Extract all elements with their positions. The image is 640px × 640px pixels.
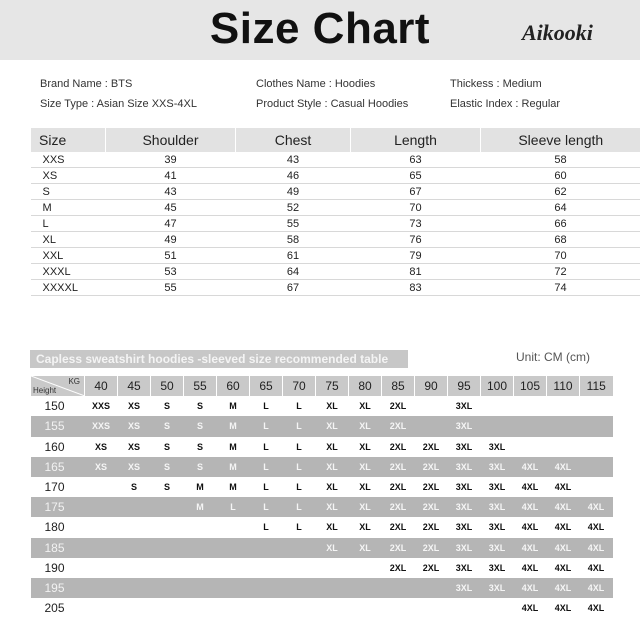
size-cell: 49 — [106, 232, 236, 248]
recommend-cell: 4XL — [587, 562, 605, 573]
size-cell: 60 — [481, 168, 640, 184]
recommend-cell: L — [283, 416, 316, 436]
kg-header-cell: 80 — [349, 376, 382, 396]
size-cell: XL — [31, 232, 106, 248]
height-cell: 190 — [44, 560, 65, 575]
kg-header-cell: 70 — [283, 376, 316, 396]
size-header-cell: Sleeve length — [481, 128, 640, 152]
size-cell: 58 — [236, 232, 351, 248]
recommend-row — [31, 416, 613, 436]
recommend-cell: 3XL — [481, 538, 514, 558]
recommend-cell — [316, 578, 349, 598]
height-cell: 195 — [31, 578, 85, 598]
recommend-cell — [349, 578, 382, 598]
recommend-cell — [448, 598, 481, 618]
size-cell: 61 — [236, 248, 351, 264]
recommend-cell: 4XL — [587, 522, 605, 533]
size-type: Size Type : Asian Size XXS-4XL — [40, 98, 197, 110]
recommend-cell: M — [229, 482, 237, 493]
recommend-cell: S — [196, 441, 203, 452]
recommend-cell: 4XL — [521, 603, 539, 614]
size-row — [31, 264, 640, 280]
recommend-cell: 3XL — [448, 416, 481, 436]
size-row — [31, 232, 640, 248]
kg-header-cell: 95 — [448, 376, 481, 396]
recommend-cell — [85, 517, 118, 537]
kg-header-cell: 105 — [514, 376, 547, 396]
recommend-cell: 2XL — [415, 497, 448, 517]
size-cell: 68 — [481, 232, 640, 248]
recommend-cell: 3XL — [448, 578, 481, 598]
recommend-cell: XL — [359, 401, 371, 412]
recommend-cell: XL — [359, 482, 371, 493]
recommend-cell — [250, 578, 283, 598]
recommend-cell: M — [196, 482, 204, 493]
kg-header-cell: 90 — [415, 376, 448, 396]
recommend-cell: S — [151, 416, 184, 436]
recommend-cell: L — [296, 441, 302, 452]
size-cell: XS — [31, 168, 106, 184]
size-cell: 73 — [351, 216, 481, 232]
recommend-cell — [118, 538, 151, 558]
size-cell: 47 — [106, 216, 236, 232]
recommend-cell: XS — [94, 441, 107, 452]
recommend-cell: L — [263, 401, 269, 412]
recommend-cell: 2XL — [382, 538, 415, 558]
recommend-cell — [151, 558, 184, 578]
recommend-cell: XL — [316, 497, 349, 517]
size-cell: 64 — [481, 200, 640, 216]
brand-logo: Aikooki — [522, 20, 593, 45]
recommend-cell: 4XL — [547, 457, 580, 477]
recommend-cell: 3XL — [488, 522, 506, 533]
recommend-cell — [151, 538, 184, 558]
size-row — [31, 216, 640, 232]
kg-header-cell: 60 — [217, 376, 250, 396]
recommend-cell: 3XL — [488, 562, 506, 573]
recommend-cell — [250, 558, 283, 578]
recommend-cell: L — [263, 482, 269, 493]
recommend-cell — [547, 437, 580, 457]
size-cell: 67 — [351, 184, 481, 200]
recommend-cell: XL — [349, 416, 382, 436]
recommend-cell — [118, 598, 151, 618]
recommend-cell: 3XL — [481, 457, 514, 477]
corner-height: Height — [33, 386, 57, 396]
size-cell: 53 — [106, 264, 236, 280]
kg-header-cell: 55 — [184, 376, 217, 396]
recommend-table — [30, 376, 613, 618]
height-cell: 175 — [31, 497, 85, 517]
size-cell: 66 — [481, 216, 640, 232]
recommend-cell: 4XL — [521, 522, 539, 533]
thickness: Thickess : Medium — [450, 78, 542, 90]
recommend-cell: 2XL — [382, 497, 415, 517]
recommend-cell: 3XL — [481, 497, 514, 517]
size-cell: 58 — [481, 152, 640, 168]
size-cell: 72 — [481, 264, 640, 280]
recommend-cell — [283, 578, 316, 598]
size-cell: 39 — [106, 152, 236, 168]
recommend-cell: L — [296, 482, 302, 493]
recommend-row — [31, 497, 613, 517]
recommend-cell: L — [283, 497, 316, 517]
size-cell: XXXXL — [31, 280, 106, 296]
recommend-cell — [547, 416, 580, 436]
recommend-cell: 4XL — [514, 578, 547, 598]
recommend-cell: 3XL — [455, 401, 473, 412]
kg-header-cell: 65 — [250, 376, 283, 396]
recommend-cell: XL — [326, 401, 338, 412]
recommend-cell: 3XL — [455, 522, 473, 533]
recommend-cell — [118, 558, 151, 578]
kg-header-cell: 45 — [118, 376, 151, 396]
recommend-cell: XS — [127, 441, 140, 452]
recommend-cell — [85, 538, 118, 558]
size-cell: XXS — [31, 152, 106, 168]
recommend-cell: L — [250, 416, 283, 436]
recommend-cell: 4XL — [521, 482, 539, 493]
recommend-row — [31, 598, 613, 618]
size-cell: 55 — [106, 280, 236, 296]
size-cell: 76 — [351, 232, 481, 248]
kg-header-cell: 115 — [580, 376, 613, 396]
height-cell: 155 — [31, 416, 85, 436]
corner-cell — [31, 376, 85, 396]
recommend-cell — [316, 598, 349, 618]
recommend-cell — [184, 598, 217, 618]
recommend-cell — [283, 598, 316, 618]
recommend-cell — [382, 578, 415, 598]
recommend-cell: 2XL — [422, 562, 440, 573]
recommend-cell — [184, 558, 217, 578]
recommend-cell: S — [196, 401, 203, 412]
recommend-cell: XL — [326, 441, 338, 452]
recommend-cell — [283, 558, 316, 578]
kg-header-cell: 75 — [316, 376, 349, 396]
recommend-cell: S — [130, 482, 137, 493]
product-style: Product Style : Casual Hoodies — [256, 98, 409, 110]
kg-header-row — [31, 376, 613, 396]
recommend-cell — [118, 578, 151, 598]
recommend-cell — [85, 598, 118, 618]
size-row — [31, 248, 640, 264]
recommend-cell — [184, 538, 217, 558]
recommend-cell: 3XL — [448, 457, 481, 477]
recommend-cell: XS — [118, 416, 151, 436]
recommend-cell: XL — [326, 482, 338, 493]
size-cell: 81 — [351, 264, 481, 280]
recommend-cell — [382, 598, 415, 618]
recommend-cell: XL — [316, 416, 349, 436]
recommend-cell: L — [296, 522, 302, 533]
height-cell: 185 — [31, 538, 85, 558]
recommend-cell: 3XL — [455, 562, 473, 573]
recommend-cell: 2XL — [389, 441, 407, 452]
recommend-cell — [514, 416, 547, 436]
recommend-cell: S — [163, 401, 170, 412]
recommend-cell: 4XL — [580, 578, 613, 598]
recommend-cell: M — [217, 416, 250, 436]
recommend-cell: 4XL — [514, 497, 547, 517]
size-row — [31, 168, 640, 184]
unit-label: Unit: CM (cm) — [516, 350, 590, 364]
recommend-cell: 3XL — [448, 538, 481, 558]
recommend-cell — [151, 517, 184, 537]
size-cell: 67 — [236, 280, 351, 296]
recommend-cell: L — [250, 497, 283, 517]
recommend-cell — [481, 598, 514, 618]
recommend-cell: M — [229, 441, 237, 452]
height-cell: 160 — [44, 439, 65, 454]
size-cell: 41 — [106, 168, 236, 184]
recommend-cell — [85, 497, 118, 517]
recommend-cell: S — [151, 457, 184, 477]
recommend-cell: L — [283, 457, 316, 477]
recommend-cell: 4XL — [521, 562, 539, 573]
recommend-cell: XXS — [85, 416, 118, 436]
recommend-cell: XS — [85, 457, 118, 477]
recommend-cell: 4XL — [587, 603, 605, 614]
recommend-cell: XL — [349, 538, 382, 558]
size-cell: XXL — [31, 248, 106, 264]
recommend-cell: L — [217, 497, 250, 517]
recommend-cell: 4XL — [580, 538, 613, 558]
recommend-cell: XL — [349, 457, 382, 477]
recommend-cell — [415, 396, 448, 416]
size-cell: XXXL — [31, 264, 106, 280]
recommend-cell: 2XL — [389, 482, 407, 493]
size-cell: 55 — [236, 216, 351, 232]
recommend-cell: 4XL — [514, 538, 547, 558]
recommend-cell: XS — [127, 401, 140, 412]
recommend-row — [31, 578, 613, 598]
recommend-cell — [514, 437, 547, 457]
recommend-cell: XL — [326, 522, 338, 533]
recommend-row — [31, 558, 613, 578]
recommend-cell — [349, 598, 382, 618]
recommend-cell: 2XL — [422, 441, 440, 452]
recommend-cell: 2XL — [415, 538, 448, 558]
kg-header-cell: 110 — [547, 376, 580, 396]
height-cell: 165 — [31, 457, 85, 477]
elastic-index: Elastic Index : Regular — [450, 98, 561, 110]
recommend-row — [31, 477, 613, 497]
recommend-cell — [151, 598, 184, 618]
corner-kg: KG — [68, 377, 80, 386]
recommend-cell: M — [184, 497, 217, 517]
recommend-row — [31, 396, 613, 416]
size-cell: 51 — [106, 248, 236, 264]
recommend-cell: 4XL — [547, 497, 580, 517]
recommend-title: Capless sweatshirt hoodies -sleeved size recommended table — [36, 352, 389, 366]
height-cell: 150 — [44, 399, 65, 414]
recommend-cell — [580, 457, 613, 477]
kg-header-cell: 85 — [382, 376, 415, 396]
recommend-cell: XL — [349, 497, 382, 517]
recommend-cell — [580, 477, 613, 497]
recommend-cell — [118, 517, 151, 537]
recommend-cell: 2XL — [389, 401, 407, 412]
recommend-cell: 4XL — [554, 562, 572, 573]
recommend-cell: 2XL — [389, 522, 407, 533]
size-cell: 74 — [481, 280, 640, 296]
recommend-cell: 4XL — [547, 578, 580, 598]
clothes-name: Clothes Name : Hoodies — [256, 78, 376, 90]
size-cell: 43 — [106, 184, 236, 200]
recommend-cell — [316, 558, 349, 578]
recommend-cell — [217, 558, 250, 578]
recommend-cell: 2XL — [415, 457, 448, 477]
kg-header-cell: 100 — [481, 376, 514, 396]
size-cell: 70 — [481, 248, 640, 264]
product-info — [30, 64, 620, 120]
recommend-cell: 3XL — [488, 482, 506, 493]
recommend-cell: S — [163, 441, 170, 452]
recommend-cell: XXS — [91, 401, 110, 412]
kg-header-cell: 50 — [151, 376, 184, 396]
recommend-cell: L — [263, 522, 269, 533]
height-cell: 180 — [44, 520, 65, 535]
size-cell: 45 — [106, 200, 236, 216]
page-title: Size Chart — [209, 4, 431, 53]
recommend-row — [31, 517, 613, 537]
recommend-cell: M — [229, 401, 237, 412]
recommend-cell — [118, 497, 151, 517]
recommend-cell: L — [296, 401, 302, 412]
recommend-cell — [217, 517, 250, 537]
recommend-cell: L — [250, 457, 283, 477]
recommend-cell — [415, 598, 448, 618]
recommend-row — [31, 437, 613, 457]
recommend-cell: 3XL — [455, 482, 473, 493]
size-table — [30, 128, 640, 296]
size-row — [31, 184, 640, 200]
recommend-cell: 2XL — [389, 562, 407, 573]
size-cell: S — [31, 184, 106, 200]
recommend-cell: 2XL — [382, 416, 415, 436]
recommend-cell — [217, 598, 250, 618]
brand-name: Brand Name : BTS — [40, 78, 133, 90]
size-header-cell: Chest — [236, 128, 351, 152]
recommend-cell — [481, 396, 514, 416]
size-cell: 70 — [351, 200, 481, 216]
size-row — [31, 200, 640, 216]
recommend-cell — [217, 538, 250, 558]
recommend-cell — [85, 477, 118, 497]
recommend-cell: 3XL — [448, 497, 481, 517]
recommend-cell: 3XL — [481, 578, 514, 598]
recommend-cell — [184, 578, 217, 598]
recommend-cell: L — [263, 441, 269, 452]
recommend-cell: 3XL — [488, 441, 506, 452]
size-cell: L — [31, 216, 106, 232]
recommend-cell: M — [217, 457, 250, 477]
size-cell: 43 — [236, 152, 351, 168]
size-cell: 46 — [236, 168, 351, 184]
recommend-cell: S — [184, 416, 217, 436]
recommend-cell: 2XL — [422, 522, 440, 533]
recommend-cell — [415, 578, 448, 598]
size-cell: 65 — [351, 168, 481, 184]
recommend-cell — [151, 578, 184, 598]
recommend-cell: 2XL — [422, 482, 440, 493]
recommend-cell: XS — [118, 457, 151, 477]
recommend-cell — [580, 416, 613, 436]
recommend-cell: XL — [316, 457, 349, 477]
recommend-cell: 2XL — [382, 457, 415, 477]
recommend-cell — [415, 416, 448, 436]
kg-header-cell: 40 — [85, 376, 118, 396]
recommend-cell: S — [163, 482, 170, 493]
recommend-cell — [481, 416, 514, 436]
recommend-cell: 4XL — [554, 522, 572, 533]
recommend-cell — [349, 558, 382, 578]
recommend-cell: XL — [316, 538, 349, 558]
recommend-cell: 4XL — [514, 457, 547, 477]
recommend-cell: 4XL — [580, 497, 613, 517]
recommend-cell: XL — [359, 522, 371, 533]
recommend-cell — [85, 558, 118, 578]
size-header-cell: Size — [31, 128, 106, 152]
recommend-cell — [283, 538, 316, 558]
size-cell: 79 — [351, 248, 481, 264]
size-cell: M — [31, 200, 106, 216]
recommend-cell — [217, 578, 250, 598]
recommend-cell — [514, 396, 547, 416]
size-row — [31, 152, 640, 168]
size-cell: 62 — [481, 184, 640, 200]
recommend-cell — [547, 396, 580, 416]
recommend-cell: 4XL — [547, 538, 580, 558]
recommend-cell — [184, 517, 217, 537]
recommend-cell — [151, 497, 184, 517]
recommend-cell — [580, 437, 613, 457]
recommend-cell — [250, 538, 283, 558]
recommend-cell: 4XL — [554, 482, 572, 493]
size-cell: 64 — [236, 264, 351, 280]
recommend-cell — [85, 578, 118, 598]
height-cell: 205 — [44, 601, 65, 616]
recommend-cell — [250, 598, 283, 618]
size-header-cell: Length — [351, 128, 481, 152]
size-cell: 83 — [351, 280, 481, 296]
size-table-header — [31, 128, 640, 152]
size-cell: 49 — [236, 184, 351, 200]
recommend-cell: 4XL — [554, 603, 572, 614]
recommend-row — [31, 457, 613, 477]
recommend-cell: S — [184, 457, 217, 477]
size-header-cell: Shoulder — [106, 128, 236, 152]
recommend-cell — [580, 396, 613, 416]
size-cell: 52 — [236, 200, 351, 216]
size-row — [31, 280, 640, 296]
height-cell: 170 — [44, 480, 65, 495]
recommend-row — [31, 538, 613, 558]
size-cell: 63 — [351, 152, 481, 168]
recommend-cell: 3XL — [455, 441, 473, 452]
recommend-cell: XL — [359, 441, 371, 452]
